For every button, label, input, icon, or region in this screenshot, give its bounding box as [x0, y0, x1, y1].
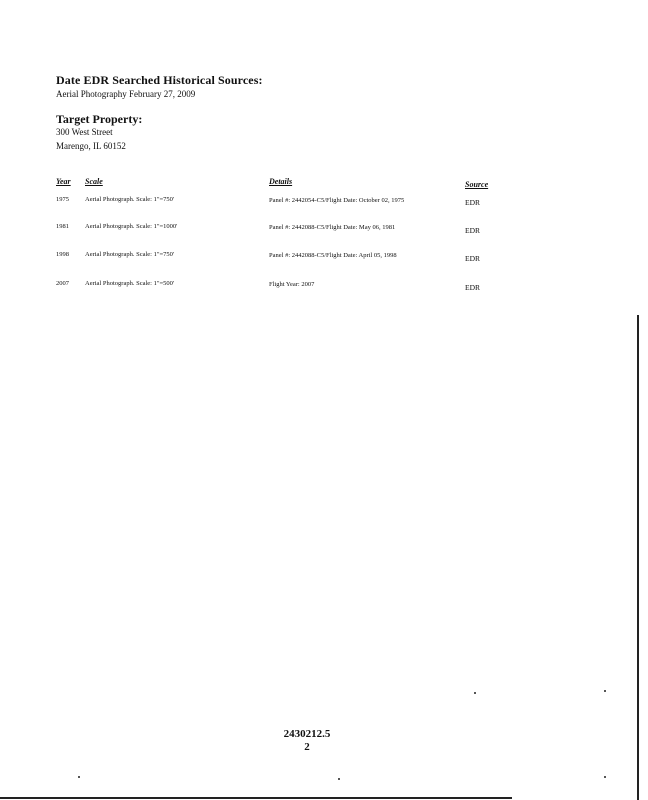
target-property-heading: Target Property:	[56, 112, 143, 126]
row-2-scale: Aerial Photograph. Scale: 1"=1000'	[85, 223, 178, 230]
row-2-year: 1981	[56, 223, 69, 230]
scan-edge-horizontal-line	[0, 797, 512, 799]
scan-edge-vertical-line	[637, 315, 639, 800]
report-id: 2430212.5	[283, 728, 331, 740]
row-1-details: Panel #: 2442054-C5/Flight Date: October 02, 1975	[269, 197, 405, 204]
column-header-source: Source	[465, 180, 489, 189]
scan-speck	[604, 690, 606, 692]
row-2-details: Panel #: 2442088-C5/Flight Date: May 06, 1981	[269, 224, 396, 231]
row-4-year: 2007	[56, 280, 69, 287]
searched-date-line: Aerial Photography February 27, 2009	[56, 89, 196, 99]
searched-sources-heading: Date EDR Searched Historical Sources:	[56, 73, 263, 87]
row-1-year: 1975	[56, 196, 69, 203]
scan-speck	[474, 692, 476, 694]
row-4-details: Flight Year: 2007	[269, 281, 315, 288]
row-3-scale: Aerial Photograph. Scale: 1"=750'	[85, 251, 175, 258]
scan-speck	[604, 776, 606, 778]
column-header-details: Details	[269, 177, 293, 186]
column-header-scale: Scale	[85, 177, 103, 186]
row-3-year: 1998	[56, 251, 69, 258]
column-header-year: Year	[56, 177, 71, 186]
scan-speck	[78, 776, 80, 778]
row-2-source: EDR	[465, 226, 480, 235]
row-1-scale: Aerial Photograph. Scale: 1"=750'	[85, 196, 175, 203]
scan-speck	[338, 778, 340, 780]
row-1-source: EDR	[465, 198, 480, 207]
target-street: 300 West Street	[56, 127, 113, 137]
page-number: 2	[304, 741, 310, 753]
row-4-source: EDR	[465, 283, 480, 292]
row-4-scale: Aerial Photograph. Scale: 1"=500'	[85, 280, 175, 287]
row-3-source: EDR	[465, 254, 480, 263]
row-3-details: Panel #: 2442088-C5/Flight Date: April 05, 1998	[269, 252, 397, 259]
target-city: Marengo, IL 60152	[56, 141, 126, 151]
